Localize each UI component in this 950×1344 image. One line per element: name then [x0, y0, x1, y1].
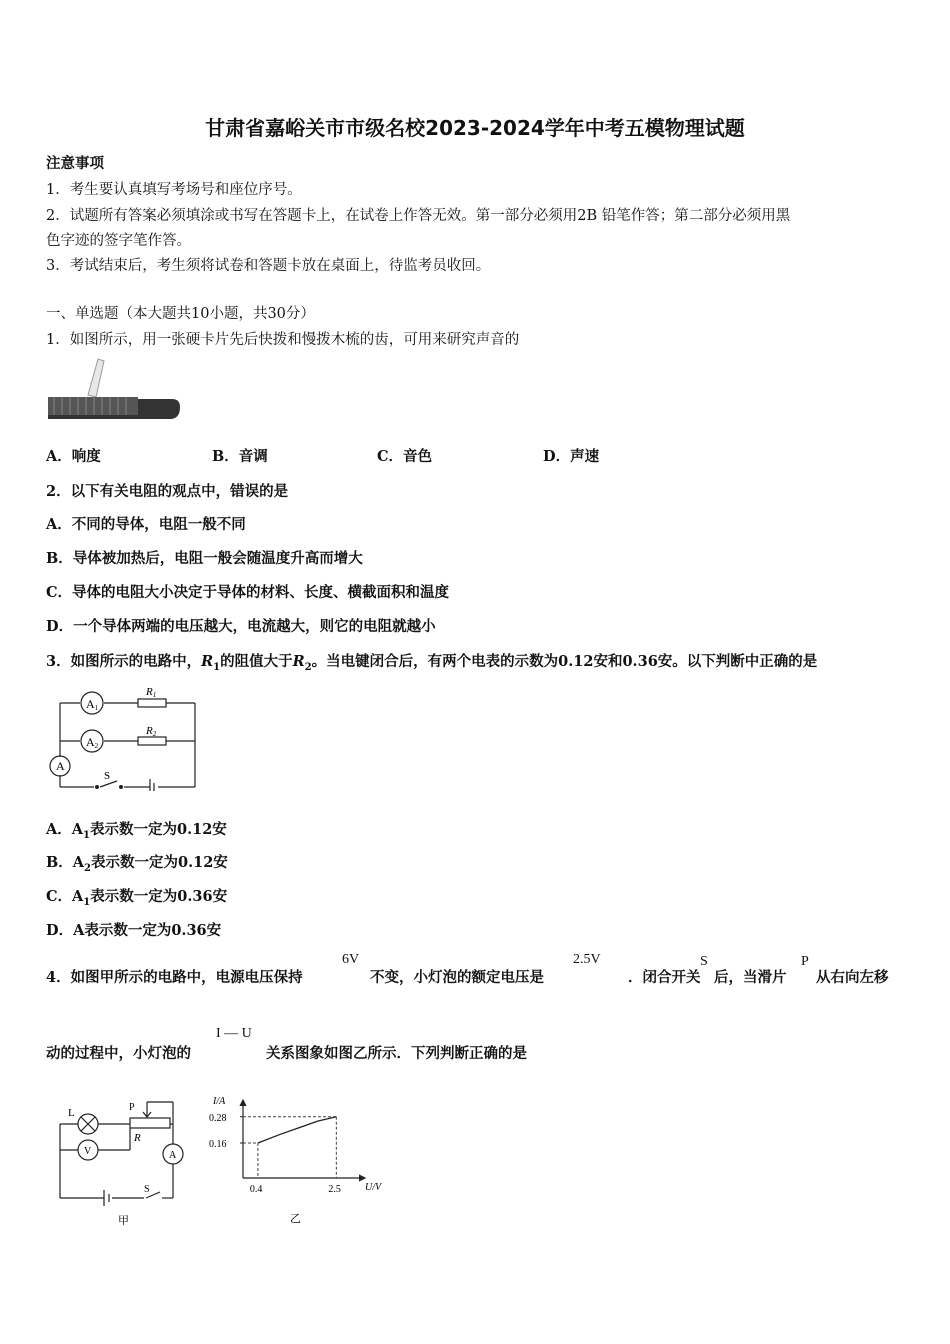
- q4-iu-graph: [205, 1090, 390, 1232]
- q1-option-c: C．音色: [377, 448, 433, 465]
- q1-option-d: D．声速: [543, 448, 600, 465]
- notice-heading: 注意事项: [46, 155, 104, 172]
- y-axis-label: I/A: [213, 1096, 226, 1107]
- q4-line1-c: ．闭合开关: [628, 969, 701, 986]
- circuit-caption: 甲: [118, 1215, 129, 1227]
- ammeter-a1-icon: A1: [86, 697, 99, 712]
- lamp-l-label: L: [68, 1107, 75, 1119]
- x-tick-label: 0.4: [249, 1184, 263, 1195]
- q2-option-b: B．导体被加热后，电阻一般会随温度升高而增大: [46, 550, 363, 567]
- switch-s-label: S: [144, 1184, 150, 1195]
- resistor-r1-label: R1: [146, 686, 157, 699]
- q4-circuit-diagram: [52, 1094, 192, 1232]
- x-tick-label: 2.5: [328, 1184, 341, 1195]
- rheostat-r-label: R: [134, 1132, 141, 1144]
- section-heading: 一、单选题（本大题共10小题，共30分）: [46, 306, 315, 322]
- notice-item: 色字迹的签字笔作答。: [46, 233, 191, 249]
- q1-option-b: B．音调: [212, 448, 268, 465]
- slider-p-label: P: [129, 1102, 135, 1113]
- graph-caption: 乙: [290, 1213, 301, 1225]
- q4-line1-b: 不变，小灯泡的额定电压是: [370, 969, 544, 986]
- notice-item: 2．试题所有答案必须填涂或书写在答题卡上，在试卷上作答无效。第一部分必须用2B 铅笔作答；第二部分必须用黑: [46, 208, 791, 224]
- q3-stem: 3．如图所示的电路中，$R_1$的阻值大于$R_2$。当电键闭合后，有两个电表的示数为0.12安和0.36安。以下判断中正确的是: [46, 653, 818, 673]
- q4-line2-b: 关系图象如图乙所示．下列判断正确的是: [266, 1045, 527, 1062]
- y-tick-label: 0.16: [209, 1139, 227, 1150]
- comb-figure: [44, 357, 186, 427]
- q4-iu-label: I — U: [216, 1026, 252, 1041]
- q2-stem: 2．以下有关电阻的观点中，错误的是: [46, 483, 289, 500]
- ammeter-a-icon: A: [56, 759, 65, 773]
- card-icon: [88, 359, 104, 397]
- x-axis-label: U/V: [365, 1182, 382, 1193]
- q3-option-a: A．$A_1$表示数一定为0.12安: [46, 821, 227, 841]
- notice-item: 1．考生要认真填写考场号和座位序号。: [46, 182, 302, 198]
- q3-option-c: C．$A_1$表示数一定为0.36安: [46, 888, 228, 908]
- resistor-r2-label: R2: [146, 725, 157, 738]
- q2-option-c: C．导体的电阻大小决定于导体的材料、长度、横截面积和温度: [46, 584, 450, 601]
- q4-line2-a: 动的过程中，小灯泡的: [46, 1045, 191, 1062]
- q4-line1-d: 后，当滑片: [714, 969, 787, 986]
- q2-option-a: A．不同的导体，电阻一般不同: [46, 516, 246, 533]
- notice-item: 3．考试结束后，考生须将试卷和答题卡放在桌面上，待监考员收回。: [46, 258, 491, 274]
- switch-s-label: S: [104, 770, 111, 782]
- q1-stem: 1．如图所示，用一张硬卡片先后快拨和慢拨木梳的齿，可用来研究声音的: [46, 332, 520, 348]
- ammeter-a2-icon: A2: [86, 735, 99, 750]
- q4-line1-e: 从右向左移: [816, 969, 889, 986]
- q4-voltage-6v: 6V: [342, 952, 360, 967]
- iu-curve: [258, 1117, 336, 1143]
- voltmeter-icon: V: [84, 1146, 92, 1157]
- ammeter-icon: A: [169, 1150, 177, 1161]
- y-tick-label: 0.28: [209, 1112, 227, 1124]
- q4-voltage-25v: 2.5V: [573, 952, 601, 967]
- q3-circuit-diagram: [42, 683, 204, 791]
- q4-line1-a: 4．如图甲所示的电路中，电源电压保持: [46, 969, 303, 986]
- q3-option-b: B．$A_2$表示数一定为0.12安: [46, 854, 228, 874]
- q4-switch-s: S: [700, 954, 708, 969]
- q4-slider-p: P: [801, 954, 809, 969]
- q3-option-d: D．A表示数一定为0.36安: [46, 922, 222, 939]
- q1-option-a: A．响度: [46, 448, 101, 465]
- page-title: 甘肃省嘉峪关市市级名校2023-2024学年中考五模物理试题: [205, 116, 745, 140]
- q2-option-d: D．一个导体两端的电压越大，电流越大，则它的电阻就越小: [46, 618, 436, 635]
